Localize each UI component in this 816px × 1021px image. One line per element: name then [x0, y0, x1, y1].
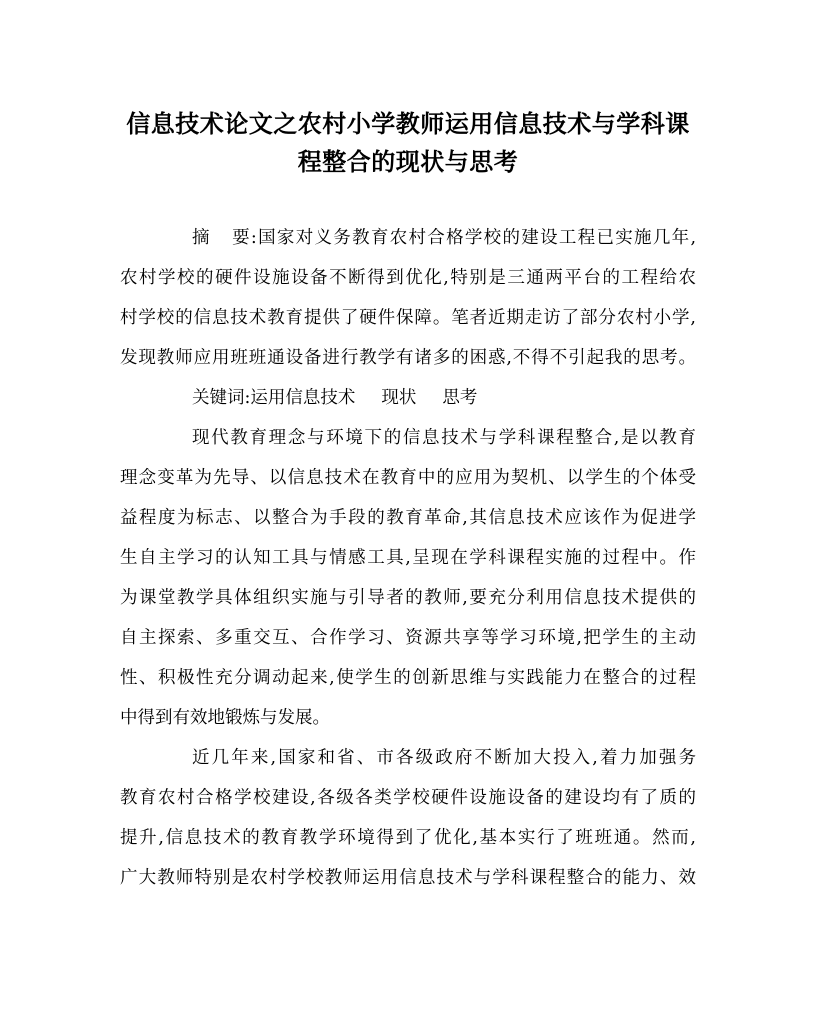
abstract-label-a: 摘	[192, 228, 211, 248]
document-title-line-2: 程整合的现状与思考	[297, 148, 519, 176]
keyword: 现状	[381, 388, 417, 408]
paragraph-1-line: 生自主学习的认知工具与情感工具,呈现在学科课程实施的过程中。作	[120, 548, 696, 568]
abstract-line: 发现教师应用班班通设备进行教学有诸多的困惑,不得不引起我的思考。	[120, 348, 696, 368]
paragraph-1-line: 益程度为标志、以整合为手段的教育革命,其信息技术应该作为促进学	[120, 508, 696, 528]
abstract-label-b: 要:	[230, 228, 257, 248]
paragraph-1-line: 中得到有效地锻炼与发展。	[120, 708, 330, 728]
keywords-label: 关键词:	[192, 388, 251, 408]
abstract-line	[120, 218, 696, 258]
document-title-line-1: 信息技术论文之农村小学教师运用信息技术与学科课	[126, 110, 690, 138]
keyword: 运用信息技术	[250, 388, 356, 408]
paragraph-1-line: 理念变革为先导、以信息技术在教育中的应用为契机、以学生的个体受	[120, 468, 696, 488]
abstract-line: 农村学校的硬件设施设备不断得到优化,特别是三通两平台的工程给农	[120, 268, 696, 288]
document-body	[120, 218, 696, 898]
paragraph-1-line: 现代教育理念与环境下的信息技术与学科课程整合,是以教育	[192, 428, 696, 448]
abstract-text: 国家对义务教育农村合格学校的建设工程已实施几年,	[256, 228, 697, 248]
paragraph-2-line: 教育农村合格学校建设,各级各类学校硬件设施设备的建设均有了质的	[120, 788, 696, 808]
paragraph-2-line: 近几年来,国家和省、市各级政府不断加大投入,着力加强务	[192, 748, 696, 768]
paragraph-2-line: 提升,信息技术的教育教学环境得到了优化,基本实行了班班通。然而,	[120, 828, 696, 848]
paragraph-2-line: 广大教师特别是农村学校教师运用信息技术与学科课程整合的能力、效	[120, 868, 696, 888]
paragraph-1-line: 性、积极性充分调动起来,使学生的创新思维与实践能力在整合的过程	[120, 668, 696, 688]
abstract-line: 村学校的信息技术教育提供了硬件保障。笔者近期走访了部分农村小学,	[120, 308, 696, 328]
paragraph-1-line: 自主探索、多重交互、合作学习、资源共享等学习环境,把学生的主动	[120, 628, 696, 648]
paragraph-1-line: 为课堂教学具体组织实施与引导者的教师,要充分利用信息技术提供的	[120, 588, 696, 608]
keyword: 思考	[442, 388, 478, 408]
keywords-line	[120, 378, 696, 418]
